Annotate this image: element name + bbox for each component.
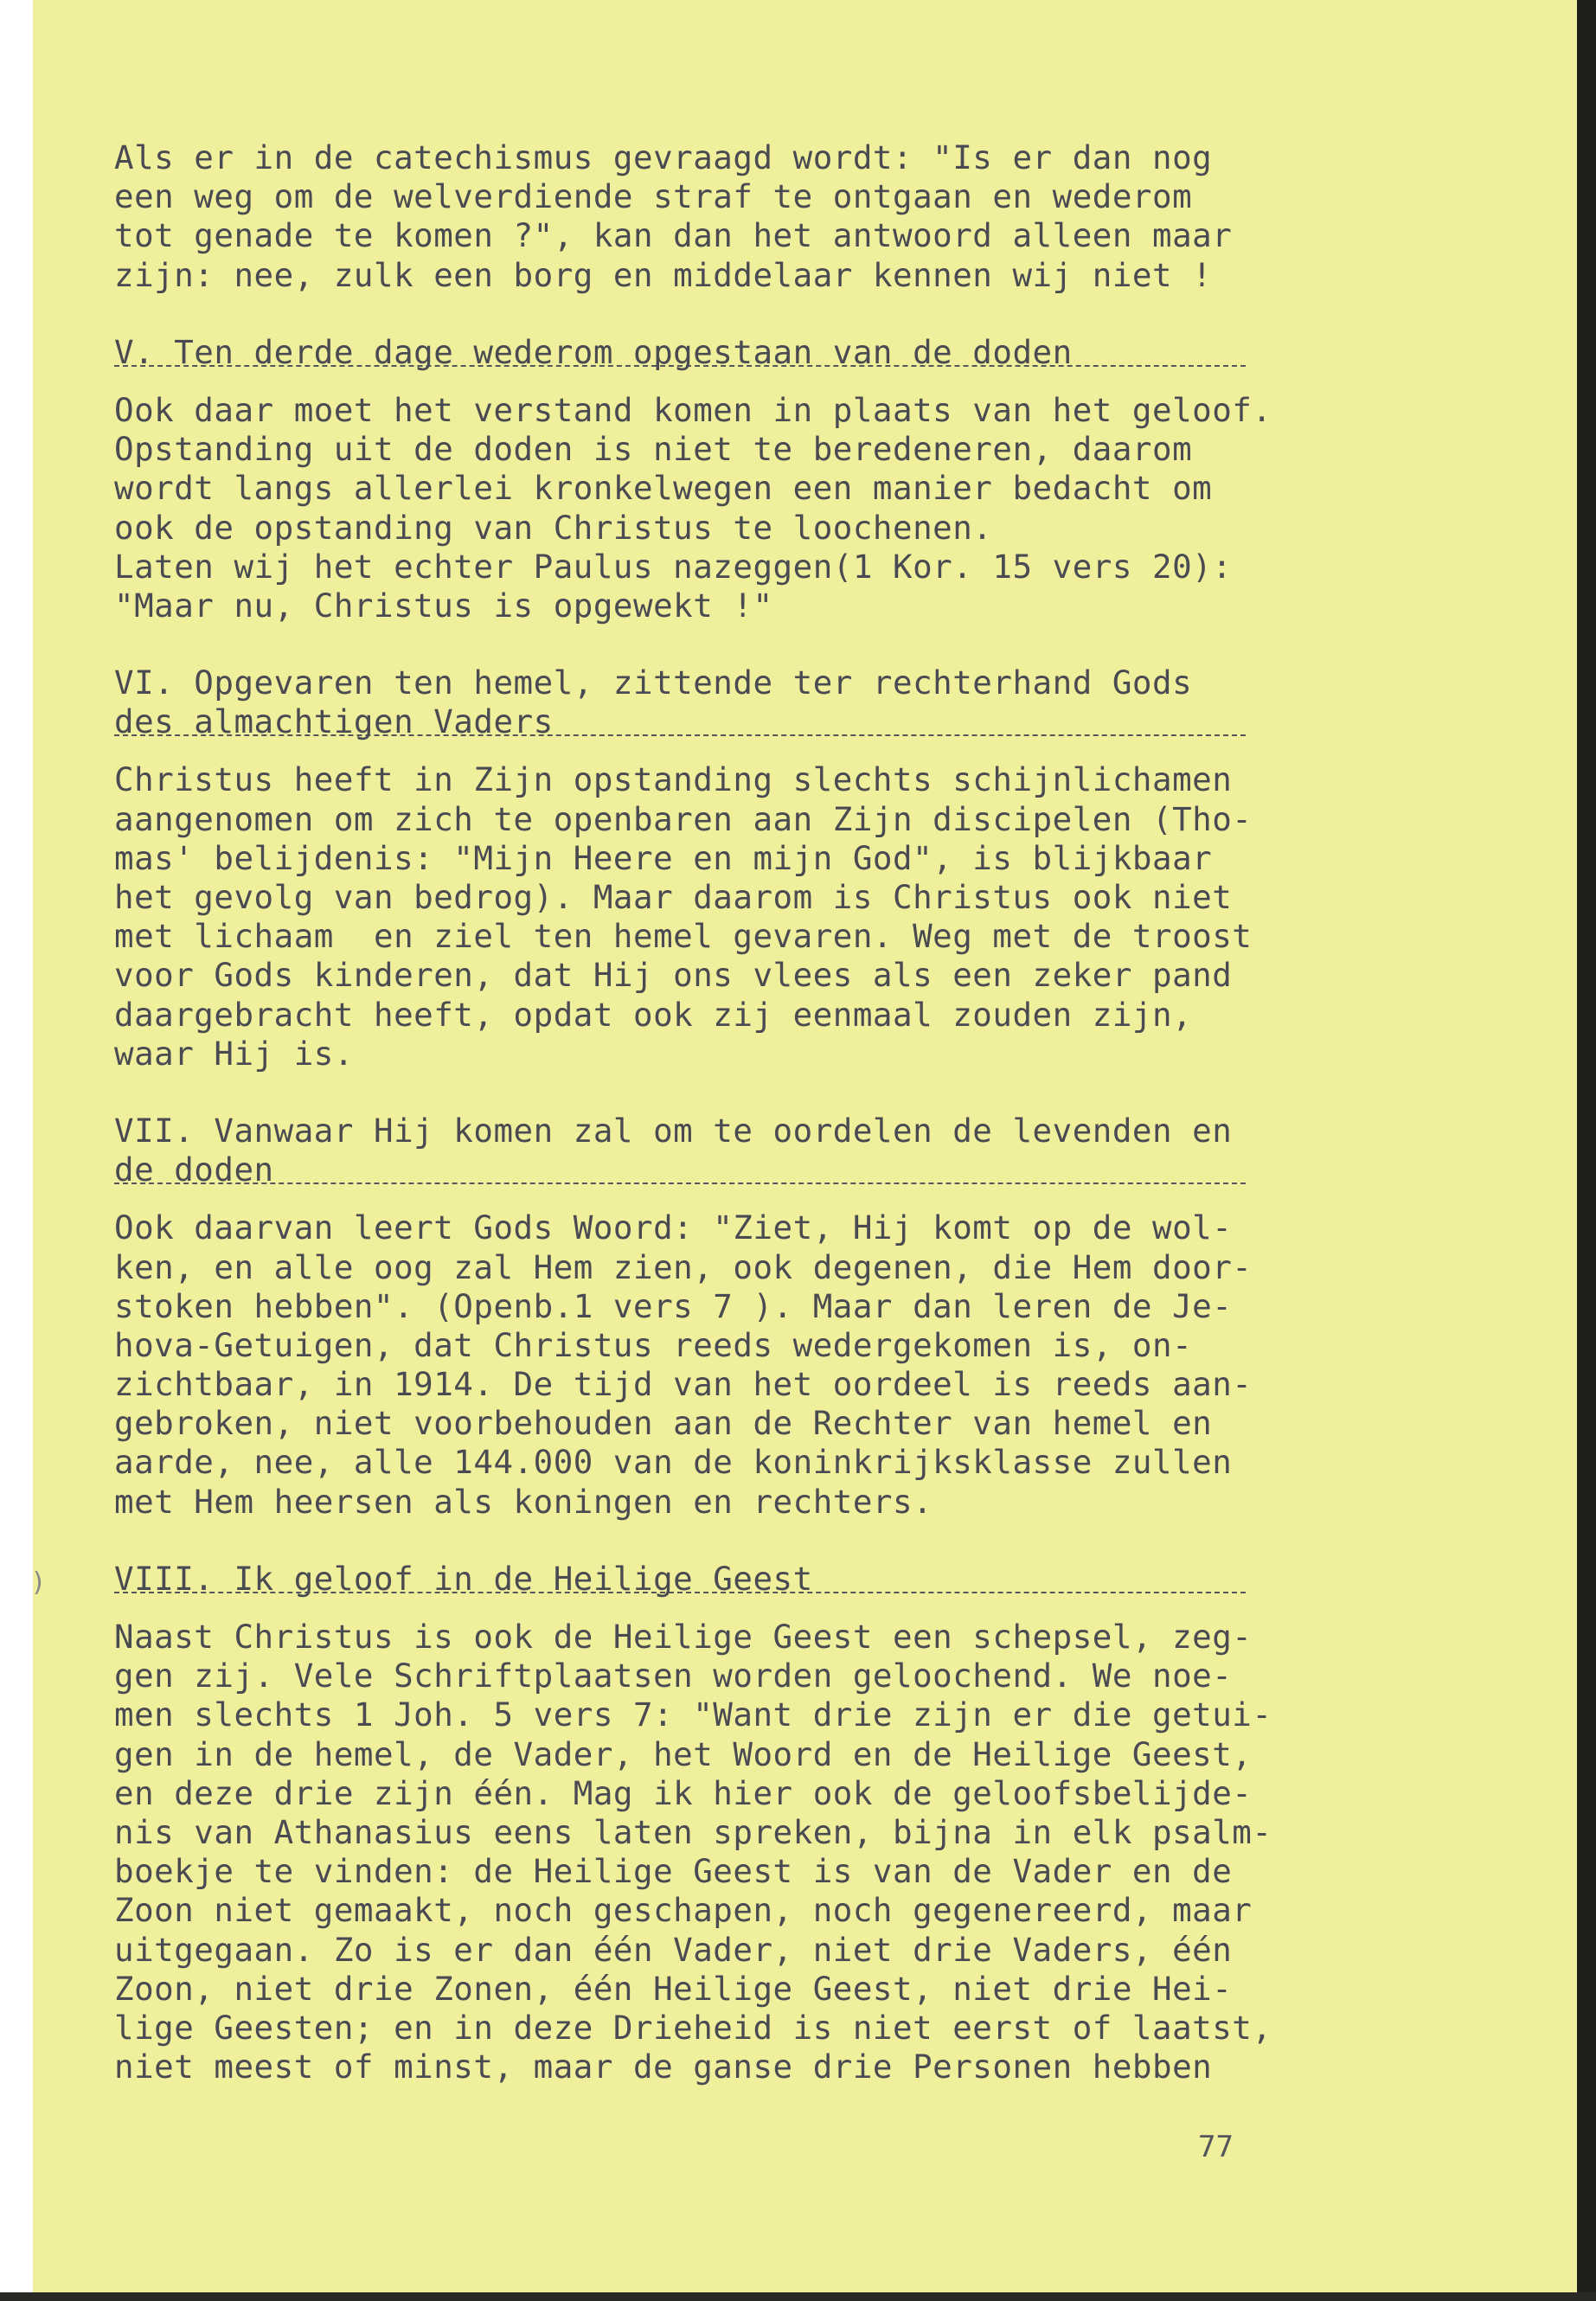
scan-left-margin xyxy=(0,0,33,2301)
scan-bottom-edge xyxy=(0,2292,1596,2301)
text-line: Laten wij het echter Paulus nazeggen(1 Kor. 15 vers 20): xyxy=(114,547,1233,586)
heading-line: VII. Vanwaar Hij komen zal om te oordelen de levenden en xyxy=(114,1111,1233,1150)
text-line: zichtbaar, in 1914. De tijd van het oordeel is reeds aan- xyxy=(114,1365,1253,1404)
text-line: gen zij. Vele Schriftplaatsen worden geloochend. We noe- xyxy=(114,1657,1233,1695)
heading-line: VIII. Ik geloof in de Heilige Geest xyxy=(114,1559,813,1598)
scan-right-edge xyxy=(1577,0,1596,2301)
text-line: Zoon, niet drie Zonen, één Heilige Geest, niet drie Hei- xyxy=(114,1969,1233,2008)
text-line: ook de opstanding van Christus te loochenen. xyxy=(114,508,993,547)
text-line: gebroken, niet voorbehouden aan de Rechter van hemel en xyxy=(114,1404,1213,1443)
text-line: Ook daarvan leert Gods Woord: "Ziet, Hij komt op de wol- xyxy=(114,1208,1233,1247)
section-heading-vi xyxy=(114,663,1325,741)
text-line: waar Hij is. xyxy=(114,1034,354,1073)
text-line: uitgegaan. Zo is er dan één Vader, niet drie Vaders, één xyxy=(114,1930,1233,1969)
heading-line: de doden xyxy=(114,1150,274,1189)
text-line: wordt langs allerlei kronkelwegen een manier bedacht om xyxy=(114,469,1213,508)
text-line: Opstanding uit de doden is niet te beredeneren, daarom xyxy=(114,430,1193,469)
text-line: met Hem heersen als koningen en rechters. xyxy=(114,1482,933,1521)
intro-paragraph xyxy=(114,138,1325,295)
heading-line: V. Ten derde dage wederom opgestaan van de doden xyxy=(114,332,1073,371)
page-number: 77 xyxy=(1198,2130,1234,2164)
section-body-vi xyxy=(114,760,1325,1074)
text-line: voor Gods kinderen, dat Hij ons vlees als een zeker pand xyxy=(114,956,1233,995)
section-heading-v xyxy=(114,333,1325,372)
section-heading-viii xyxy=(114,1560,1325,1599)
text-line: en deze drie zijn één. Mag ik hier ook de geloofsbelijde- xyxy=(114,1773,1253,1812)
text-line: stoken hebben". (Openb.1 vers 7 ). Maar dan leren de Je- xyxy=(114,1286,1233,1325)
scan-speck: ) xyxy=(33,1567,43,1598)
text-line: men slechts 1 Joh. 5 vers 7: "Want drie zijn er die getui- xyxy=(114,1695,1272,1734)
text-line: niet meest of minst, maar de ganse drie Personen hebben xyxy=(114,2048,1213,2086)
text-line: gen in de hemel, de Vader, het Woord en de Heilige Geest, xyxy=(114,1734,1253,1773)
text-line: Zoon niet gemaakt, noch geschapen, noch gegenereerd, maar xyxy=(114,1891,1253,1930)
text-line: aarde, nee, alle 144.000 van de koninkrijksklasse zullen xyxy=(114,1443,1233,1482)
text-line: boekje te vinden: de Heilige Geest is van de Vader en de xyxy=(114,1852,1233,1891)
text-line: hova-Getuigen, dat Christus reeds wedergekomen is, on- xyxy=(114,1325,1193,1364)
text-line: Naast Christus is ook de Heilige Geest een schepsel, zeg- xyxy=(114,1618,1253,1656)
text-line: lige Geesten; en in deze Drieheid is niet eerst of laatst, xyxy=(114,2008,1272,2047)
text-line: zijn: nee, zulk een borg en middelaar kennen wij niet ! xyxy=(114,255,1213,294)
section-body-viii xyxy=(114,1618,1325,2086)
text-line: een weg om de welverdiende straf te ontgaan en wederom xyxy=(114,177,1193,216)
section-body-vii xyxy=(114,1208,1325,1522)
section-heading-vii xyxy=(114,1112,1325,1189)
text-line: het gevolg van bedrog). Maar daarom is Christus ook niet xyxy=(114,878,1233,916)
text-line: tot genade te komen ?", kan dan het antwoord alleen maar xyxy=(114,216,1233,255)
text-line: aangenomen om zich te openbaren aan Zijn discipelen (Tho- xyxy=(114,799,1253,838)
document-body xyxy=(114,138,1325,2086)
section-body-v xyxy=(114,391,1325,625)
text-line: Christus heeft in Zijn opstanding slechts schijnlichamen xyxy=(114,760,1233,799)
text-line: Ook daar moet het verstand komen in plaats van het geloof. xyxy=(114,390,1272,429)
text-line: Als er in de catechismus gevraagd wordt: "Is er dan nog xyxy=(114,138,1213,176)
text-line: ken, en alle oog zal Hem zien, ook degenen, die Hem door- xyxy=(114,1247,1253,1286)
text-line: mas' belijdenis: "Mijn Heere en mijn God", is blijkbaar xyxy=(114,838,1213,877)
text-line: met lichaam en ziel ten hemel gevaren. Weg met de troost xyxy=(114,917,1253,956)
heading-line: VI. Opgevaren ten hemel, zittende ter rechterhand Gods xyxy=(114,663,1193,702)
heading-line: des almachtigen Vaders xyxy=(114,702,554,741)
text-line: "Maar nu, Christus is opgewekt !" xyxy=(114,586,773,625)
text-line: daargebracht heeft, opdat ook zij eenmaal zouden zijn, xyxy=(114,995,1193,1034)
text-line: nis van Athanasius eens laten spreken, bijna in elk psalm- xyxy=(114,1812,1272,1851)
